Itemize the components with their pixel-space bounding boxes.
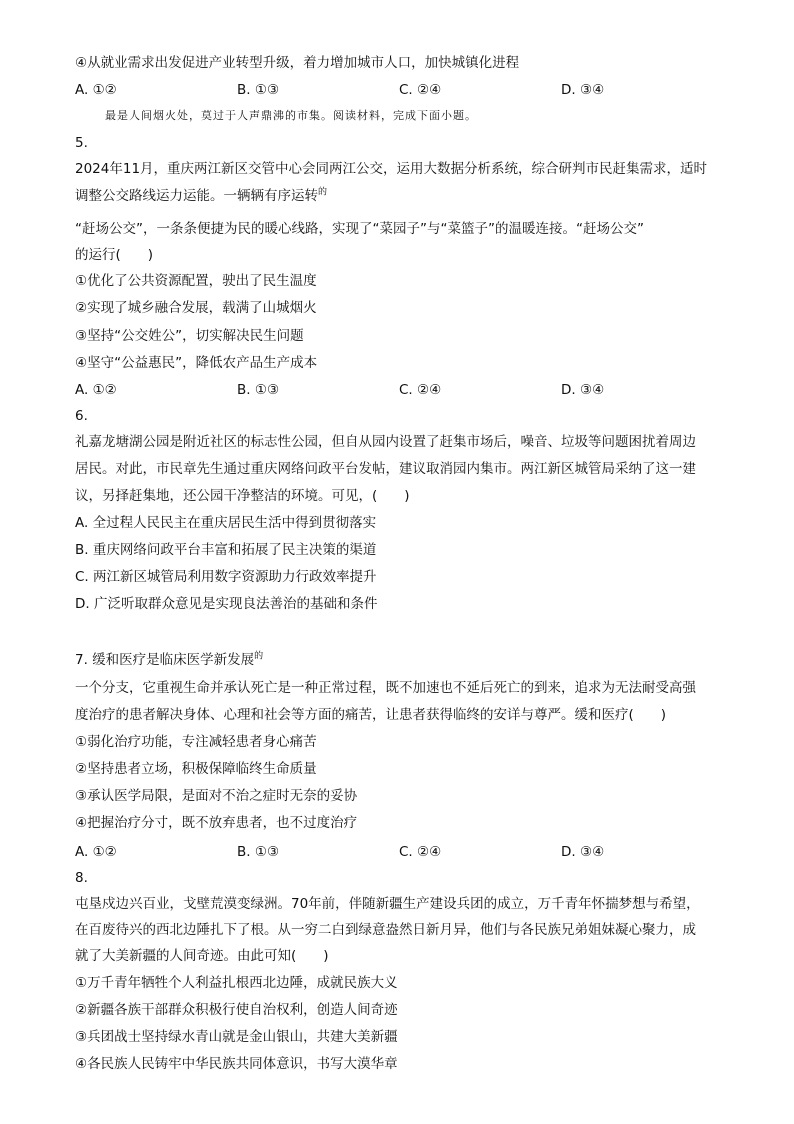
- q7-stem-line-2: 一个分支，它重视生命并承认死亡是一种正常过程，既不加速也不延后死亡的到来，追求为无法耐受高强: [75, 680, 696, 696]
- q6-option-c: C. 两江新区城管局利用数字资源助力行政效率提升: [75, 569, 377, 585]
- q7-stem-line-3: 度治疗的患者解决身体、心理和社会等方面的痛苦，让患者获得临终的安详与尊严。缓和医疗( ): [75, 707, 667, 723]
- q4-option-b: B. ①③: [237, 82, 280, 98]
- q4-option-d: D. ③④: [561, 82, 605, 98]
- q5-option-a: A. ①②: [75, 382, 117, 398]
- q7-stem-line-1: 7. 缓和医疗是临床医学新发展$^的$: [75, 651, 264, 668]
- q4-item-4: ④从就业需求出发促进产业转型升级，着力增加城市人口，加快城镇化进程: [75, 55, 520, 71]
- q7-option-a: A. ①②: [75, 844, 117, 860]
- q5-item-4: ④坚守“公益惠民”，降低农产品生产成本: [75, 355, 318, 371]
- q6-number: 6.: [75, 408, 88, 424]
- q5-stem-line-1: 2024年11月，重庆两江新区交管中心会同两江公交，运用大数据分析系统，综合研判市民赶集需求，适时: [75, 161, 708, 177]
- q5-stem-line-2: 调整公交路线运力运能。一辆辆有序运转$^的$: [75, 187, 328, 204]
- q5-stem-line-3: “赶场公交”，一条条便捷为民的暖心线路，实现了“菜园子”与“菜篮子”的温暖连接。“赶场公交”: [75, 221, 644, 237]
- q5-item-1: ①优化了公共资源配置，驶出了民生温度: [75, 273, 317, 289]
- q8-item-3: ③兵团战士坚持绿水青山就是金山银山，共建大美新疆: [75, 1029, 398, 1045]
- q5-option-d: D. ③④: [561, 382, 605, 398]
- q5-item-2: ②实现了城乡融合发展，载满了山城烟火: [75, 300, 317, 316]
- q7-item-3: ③承认医学局限，是面对不治之症时无奈的妥协: [75, 788, 358, 804]
- q8-stem-line-3: 就了大美新疆的人间奇迹。由此可知( ): [75, 948, 329, 964]
- q8-number: 8.: [75, 870, 88, 886]
- q6-stem-line-1: 礼嘉龙塘湖公园是附近社区的标志性公园，但自从园内设置了赶集市场后，噪音、垃圾等问题困扰着周边: [75, 434, 696, 450]
- q6-option-b: B. 重庆网络问政平台丰富和拓展了民主决策的渠道: [75, 542, 377, 558]
- q6-option-a: A. 全过程人民民主在重庆居民生活中得到贯彻落实: [75, 515, 377, 531]
- q8-item-1: ①万千青年牺牲个人利益扎根西北边陲，成就民族大义: [75, 975, 398, 991]
- q7-item-1: ①弱化治疗功能，专注减轻患者身心痛苦: [75, 734, 317, 750]
- q6-option-d: D. 广泛听取群众意见是实现良法善治的基础和条件: [75, 596, 378, 612]
- q8-item-4: ④各民族人民铸牢中华民族共同体意识，书写大漠华章: [75, 1056, 398, 1072]
- q5-number: 5.: [75, 135, 88, 151]
- q7-item-2: ②坚持患者立场，积极保障临终生命质量: [75, 761, 317, 777]
- q5-item-3: ③坚持“公交姓公”，切实解决民生问题: [75, 328, 304, 344]
- q8-stem-line-1: 屯垦戍边兴百业，戈壁荒漠变绿洲。70年前，伴随新疆生产建设兵团的成立，万千青年怀揣梦想与希望，: [75, 896, 700, 912]
- q8-item-2: ②新疆各族干部群众积极行使自治权利，创造人间奇迹: [75, 1002, 398, 1018]
- reading-intro: 最是人间烟火处，莫过于人声鼎沸的市集。阅读材料，完成下面小题。: [105, 109, 477, 122]
- q4-option-a: A. ①②: [75, 82, 117, 98]
- q7-option-d: D. ③④: [561, 844, 605, 860]
- q7-option-b: B. ①③: [237, 844, 280, 860]
- q6-stem-line-2: 居民。对此，市民章先生通过重庆网络问政平台发帖，建议取消园内集市。两江新区城管局采纳了这一建: [75, 461, 696, 477]
- q5-option-c: C. ②④: [399, 382, 442, 398]
- q4-option-c: C. ②④: [399, 82, 442, 98]
- q6-stem-line-3: 议，另择赶集地，还公园干净整洁的环境。可见，( ): [75, 488, 410, 504]
- q7-option-c: C. ②④: [399, 844, 442, 860]
- q7-item-4: ④把握治疗分寸，既不放弃患者，也不过度治疗: [75, 815, 358, 831]
- q5-option-b: B. ①③: [237, 382, 280, 398]
- q8-stem-line-2: 在百废待兴的西北边陲扎下了根。从一穷二白到绿意盎然日新月异，他们与各民族兄弟姐妹凝心聚力，成: [75, 922, 696, 938]
- q5-stem-line-4: 的运行( ): [75, 247, 154, 263]
